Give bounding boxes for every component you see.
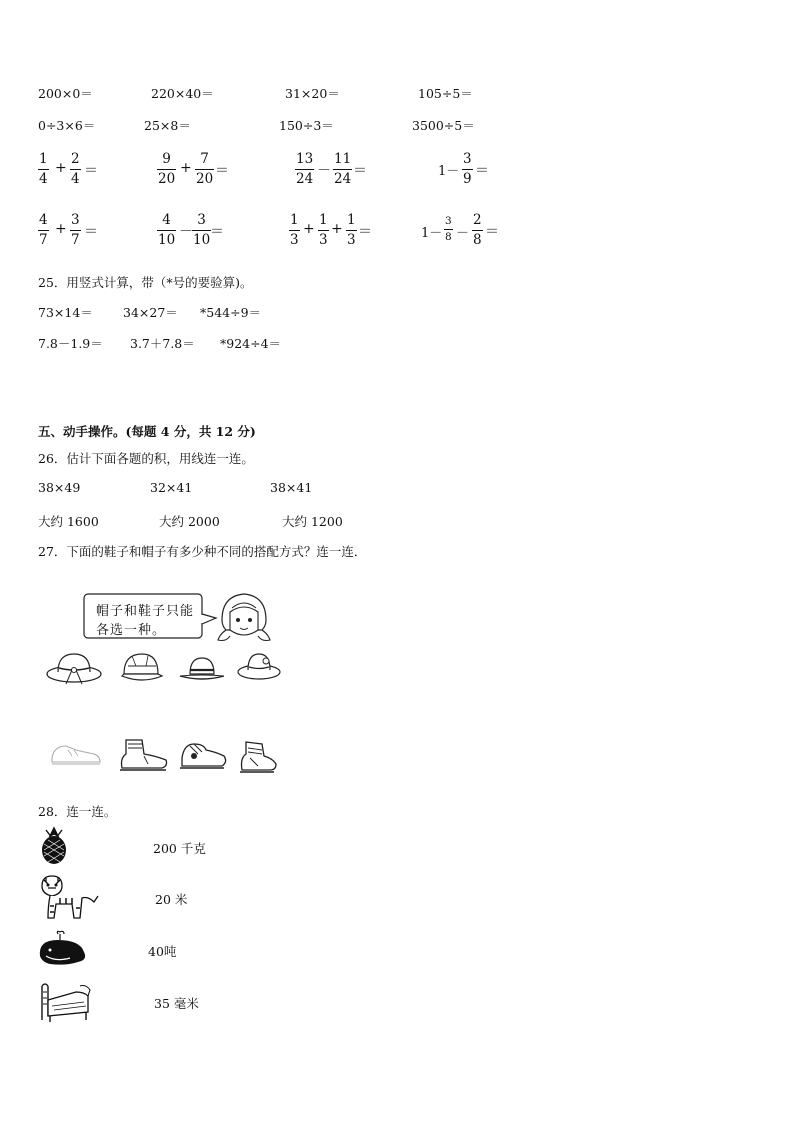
q26-product-1: 38×49	[38, 480, 81, 495]
pineapple-icon	[36, 826, 72, 866]
denominator: 7	[39, 232, 48, 248]
denominator: 24	[334, 171, 352, 187]
sneaker-icon	[48, 738, 104, 770]
q26-estimate-3: 大约 1200	[282, 514, 343, 529]
fraction	[70, 213, 81, 248]
denominator: 10	[158, 232, 176, 248]
numerator: 3	[71, 212, 80, 228]
numerator: 11	[334, 151, 352, 167]
operator: －	[179, 224, 193, 240]
whale-icon	[36, 928, 90, 968]
fraction	[192, 213, 211, 248]
operator: +	[180, 160, 192, 176]
denominator: 4	[71, 171, 80, 187]
q25-r1-2: 34×27＝	[123, 305, 178, 320]
denominator: 7	[71, 232, 80, 248]
boot-icon	[116, 734, 172, 774]
q25-title: 25．用竖式计算，带（*号的要验算)。	[38, 275, 253, 290]
denominator: 20	[158, 171, 176, 187]
flower-hat-icon	[236, 648, 282, 684]
fraction	[289, 213, 300, 248]
fraction	[38, 152, 49, 187]
operator: +	[55, 160, 67, 176]
numerator: 3	[197, 212, 206, 228]
calc-r1-1: 200×0＝	[38, 86, 93, 101]
numerator: 1	[319, 212, 328, 228]
denominator: 24	[296, 171, 314, 187]
q26-product-2: 32×41	[150, 480, 193, 495]
equals: ＝	[210, 224, 224, 240]
q25-r1-1: 73×14＝	[38, 305, 93, 320]
speech-line-2: 各选一种。	[96, 623, 167, 638]
fraction	[346, 213, 357, 248]
numerator: 13	[296, 151, 314, 167]
tiger-icon	[36, 874, 102, 922]
baseball-cap-icon	[118, 648, 166, 688]
q28-unit-3: 40吨	[148, 944, 177, 959]
numerator: 4	[162, 212, 171, 228]
calc-r1-2: 220×40＝	[151, 86, 214, 101]
numerator: 2	[473, 212, 482, 228]
fraction	[157, 152, 176, 187]
q26-estimate-2: 大约 2000	[159, 514, 220, 529]
hiking-shoe-icon	[176, 736, 230, 772]
fraction	[157, 213, 176, 248]
denominator: 9	[463, 171, 472, 187]
q25-r2-2: 3.7＋7.8＝	[130, 336, 195, 351]
numerator: 4	[39, 212, 48, 228]
calc-r2-2: 25×8＝	[144, 118, 191, 133]
sun-hat-bow-icon	[44, 648, 104, 688]
denominator: 10	[193, 232, 211, 248]
lead-term: 1－	[421, 226, 443, 241]
denominator: 4	[39, 171, 48, 187]
operator: －	[317, 163, 331, 179]
q26-product-3: 38×41	[270, 480, 313, 495]
numerator: 3	[445, 215, 452, 227]
equals: ＝	[84, 163, 98, 179]
fraction	[333, 152, 352, 187]
q26-estimate-1: 大约 1600	[38, 514, 99, 529]
high-top-shoe-icon	[236, 736, 280, 776]
calc-r2-4: 3500÷5＝	[412, 118, 475, 133]
q28-title: 28．连一连。	[38, 804, 117, 819]
numerator: 3	[463, 151, 472, 167]
calc-r2-1: 0÷3×6＝	[38, 118, 96, 133]
operator: +	[331, 221, 343, 237]
fraction	[195, 152, 214, 187]
numerator: 1	[39, 151, 48, 167]
lead-term: 1－	[438, 164, 460, 179]
denominator: 3	[290, 232, 299, 248]
q25-r2-1: 7.8－1.9＝	[38, 336, 103, 351]
calc-r1-4: 105÷5＝	[418, 86, 473, 101]
equals: ＝	[485, 224, 499, 240]
calc-r1-3: 31×20＝	[285, 86, 340, 101]
fedora-hat-icon	[178, 652, 226, 686]
equals: ＝	[353, 163, 367, 179]
q27-title: 27．下面的鞋子和帽子有多少种不同的搭配方式？连一连．	[38, 544, 367, 559]
numerator: 1	[347, 212, 356, 228]
operator: +	[303, 221, 315, 237]
section-5-title: 五、动手操作。(每题 4 分，共 12 分)	[38, 424, 256, 439]
denominator: 8	[445, 231, 452, 243]
denominator: 20	[196, 171, 214, 187]
fraction	[38, 213, 49, 248]
equals: ＝	[215, 163, 229, 179]
operator: +	[55, 221, 67, 237]
speech-line-1: 帽子和鞋子只能	[96, 604, 195, 619]
girl-face-icon	[216, 590, 272, 646]
fraction	[472, 213, 483, 248]
fraction	[462, 152, 473, 187]
equals: ＝	[84, 224, 98, 240]
fraction	[295, 152, 314, 187]
numerator: 2	[71, 151, 80, 167]
denominator: 8	[473, 232, 482, 248]
numerator: 7	[200, 151, 209, 167]
calc-r2-3: 150÷3＝	[279, 118, 334, 133]
q28-unit-2: 20 米	[155, 892, 188, 907]
numerator: 1	[290, 212, 299, 228]
q25-r1-3: *544÷9＝	[200, 305, 262, 320]
fraction	[318, 213, 329, 248]
equals: ＝	[475, 163, 489, 179]
denominator: 3	[319, 232, 328, 248]
equals: ＝	[358, 224, 372, 240]
fraction	[444, 216, 453, 243]
q28-unit-1: 200 千克	[153, 841, 206, 856]
q28-unit-4: 35 毫米	[154, 996, 199, 1011]
bed-icon	[36, 978, 94, 1024]
q25-r2-3: *924÷4＝	[220, 336, 282, 351]
denominator: 3	[347, 232, 356, 248]
fraction	[70, 152, 81, 187]
operator: －	[456, 226, 470, 241]
q26-title: 26．估计下面各题的积，用线连一连。	[38, 451, 254, 466]
numerator: 9	[162, 151, 171, 167]
